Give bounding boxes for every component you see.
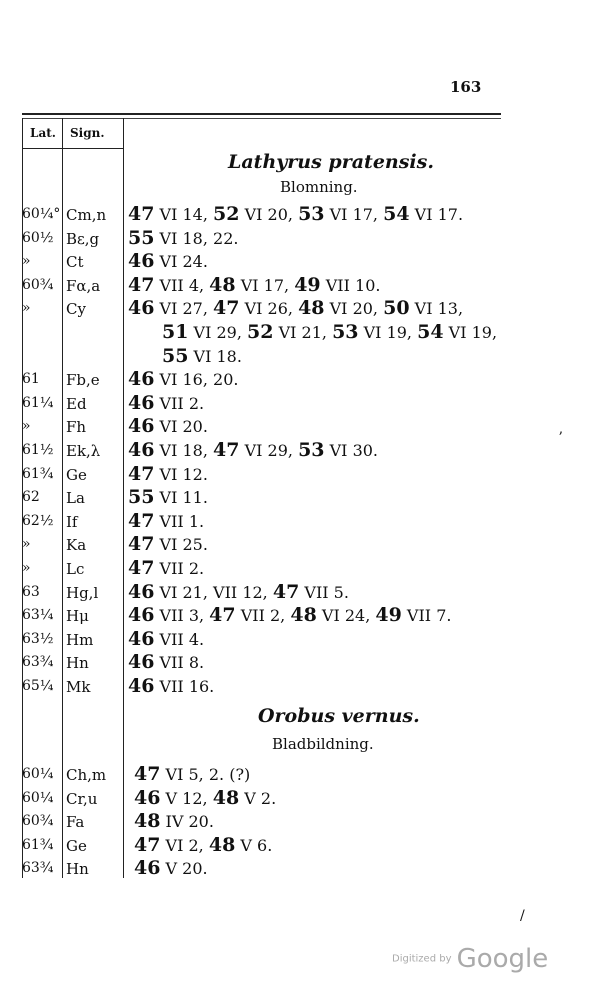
row-sign: Mk xyxy=(66,678,91,696)
year-number: 55 xyxy=(162,344,189,367)
google-watermark xyxy=(392,944,548,974)
row-sign: Ct xyxy=(66,253,84,272)
mark-slash: / xyxy=(520,908,525,924)
year-number: 53 xyxy=(298,439,325,461)
row-sign: Cy xyxy=(66,300,86,319)
year-number: 46 xyxy=(128,250,155,273)
row-latitude: 60¼ xyxy=(22,789,54,806)
row-latitude: 62½ xyxy=(22,512,54,529)
row-sign: Fb,e xyxy=(66,371,100,390)
row-entry: 47 VII 1. xyxy=(128,509,205,532)
year-number: 46 xyxy=(128,439,155,461)
column-header-sign: Sign. xyxy=(70,126,105,140)
row-entry: 48 IV 20. xyxy=(134,810,214,832)
year-number: 48 xyxy=(212,786,240,809)
page-number: 163 xyxy=(450,78,482,96)
row-sign: Hm xyxy=(66,630,94,649)
year-number: 47 xyxy=(128,533,155,556)
year-number: 55 xyxy=(128,226,155,249)
year-number: 47 xyxy=(128,557,155,579)
section2-title: Orobus vernus. xyxy=(258,705,420,727)
watermark-small: Digitized by xyxy=(392,953,452,965)
row-sign: Ch,m xyxy=(66,766,107,784)
year-number: 48 xyxy=(209,273,236,296)
year-number: 47 xyxy=(272,580,300,603)
row-sign: Cm,n xyxy=(66,206,107,224)
row-entry: 46 VI 21, VII 12, 47 VII 5. xyxy=(128,580,349,603)
row-entry: 46 VII 2. xyxy=(128,391,205,414)
year-number: 55 xyxy=(128,486,155,509)
year-number: 46 xyxy=(128,415,155,438)
year-number: 48 xyxy=(298,297,325,320)
year-number: 46 xyxy=(128,297,155,320)
top-rule-thin xyxy=(22,118,501,119)
row-sign: Ka xyxy=(66,536,87,555)
row-latitude: 60½ xyxy=(22,229,54,246)
year-number: 46 xyxy=(134,786,161,809)
year-number: 47 xyxy=(213,297,240,320)
row-entry: 46 VII 16. xyxy=(128,675,215,697)
year-number: 46 xyxy=(128,391,155,414)
row-latitude: 60¾ xyxy=(22,276,54,293)
year-number: 52 xyxy=(213,203,240,225)
row-latitude: » xyxy=(22,253,31,270)
row-latitude: 61 xyxy=(22,371,40,388)
year-number: 46 xyxy=(128,627,155,650)
row-sign: Bε,g xyxy=(66,229,100,248)
year-number: 47 xyxy=(128,203,155,225)
row-latitude: 60¼° xyxy=(22,206,61,222)
year-number: 54 xyxy=(383,203,410,225)
column-header-lat: Lat. xyxy=(30,126,56,140)
row-entry: 47 VI 12. xyxy=(128,462,208,485)
year-number: 49 xyxy=(294,273,321,296)
year-number: 46 xyxy=(128,604,155,627)
row-latitude: 62 xyxy=(22,489,40,506)
year-number: 52 xyxy=(247,321,274,343)
row-latitude: 63¾ xyxy=(22,860,54,876)
year-number: 47 xyxy=(209,604,236,627)
row-sign: Fα,a xyxy=(66,276,101,295)
year-number: 47 xyxy=(213,439,240,461)
year-number: 47 xyxy=(128,462,155,485)
row-sign: Lc xyxy=(66,560,85,578)
row-entry: 46 V 12, 48 V 2. xyxy=(134,786,277,809)
year-number: 46 xyxy=(128,580,155,603)
row-entry: 46 VI 16, 20. xyxy=(128,368,239,391)
row-latitude: 63¼ xyxy=(22,607,54,624)
row-entry: 55 VI 18. xyxy=(162,344,242,367)
row-latitude: 61¾ xyxy=(22,836,54,853)
year-number: 48 xyxy=(290,604,317,627)
row-latitude: 61¼ xyxy=(22,394,54,411)
row-sign: Hn xyxy=(66,860,89,878)
year-number: 53 xyxy=(298,203,325,225)
section2-subtitle: Bladbildning. xyxy=(272,735,374,753)
column-divider-lat xyxy=(62,118,63,878)
row-entry: 46 VI 18, 47 VI 29, 53 VI 30. xyxy=(128,439,379,461)
row-entry: 46 VII 8. xyxy=(128,651,205,674)
year-number: 47 xyxy=(134,763,161,785)
mark-tick: ʼ xyxy=(558,430,563,446)
row-sign: Ek,λ xyxy=(66,442,101,460)
row-latitude: 63¾ xyxy=(22,654,54,671)
row-latitude: 60¾ xyxy=(22,813,54,829)
section1-subtitle: Blomning. xyxy=(280,178,358,196)
row-sign: Ed xyxy=(66,394,87,413)
row-entry: 46 VII 3, 47 VII 2, 48 VI 24, 49 VII 7. xyxy=(128,604,452,627)
top-rule xyxy=(22,113,501,115)
row-entry: 55 VI 18, 22. xyxy=(128,226,239,249)
year-number: 46 xyxy=(128,651,155,674)
row-sign: Hg,l xyxy=(66,583,99,602)
row-entry: 46 VI 27, 47 VI 26, 48 VI 20, 50 VI 13, xyxy=(128,297,464,320)
row-entry: 51 VI 29, 52 VI 21, 53 VI 19, 54 VI 19, xyxy=(162,321,498,343)
year-number: 47 xyxy=(134,833,161,856)
year-number: 48 xyxy=(134,810,161,832)
row-latitude: 61½ xyxy=(22,442,54,458)
row-entry: 46 V 20. xyxy=(134,857,208,879)
row-latitude: 60¼ xyxy=(22,766,54,782)
row-entry: 46 VII 4. xyxy=(128,627,205,650)
row-latitude: » xyxy=(22,560,31,576)
row-entry: 47 VI 2, 48 V 6. xyxy=(134,833,273,856)
row-sign: Hn xyxy=(66,654,89,673)
row-latitude: 63 xyxy=(22,583,40,600)
row-sign: If xyxy=(66,512,78,531)
row-latitude: 65¼ xyxy=(22,678,54,694)
year-number: 54 xyxy=(417,321,444,343)
row-entry: 47 VI 25. xyxy=(128,533,208,556)
year-number: 53 xyxy=(332,321,359,343)
row-sign: Hμ xyxy=(66,607,89,626)
row-entry: 47 VII 4, 48 VI 17, 49 VII 10. xyxy=(128,273,381,296)
row-latitude: » xyxy=(22,418,31,435)
year-number: 48 xyxy=(208,833,236,856)
row-latitude: » xyxy=(22,300,31,317)
year-number: 50 xyxy=(383,297,410,320)
year-number: 47 xyxy=(128,273,155,296)
row-sign: Ge xyxy=(66,836,87,855)
row-latitude: 61¾ xyxy=(22,465,54,482)
year-number: 51 xyxy=(162,321,189,343)
row-sign: Fa xyxy=(66,813,85,831)
row-entry: 46 VI 24. xyxy=(128,250,208,273)
year-number: 47 xyxy=(128,509,155,532)
row-sign: Cr,u xyxy=(66,789,98,808)
row-entry: 47 VI 5, 2. (?) xyxy=(134,763,251,785)
year-number: 46 xyxy=(128,368,155,391)
header-underline xyxy=(22,148,123,149)
section1-title: Lathyrus pratensis. xyxy=(228,151,434,173)
row-entry: 47 VII 2. xyxy=(128,557,205,579)
year-number: 49 xyxy=(375,604,402,627)
row-sign: Fh xyxy=(66,418,87,437)
row-entry: 46 VI 20. xyxy=(128,415,208,438)
watermark-google: Google xyxy=(456,944,549,974)
row-latitude: 63½ xyxy=(22,630,54,647)
row-latitude: » xyxy=(22,536,31,553)
row-entry: 47 VI 14, 52 VI 20, 53 VI 17, 54 VI 17. xyxy=(128,203,464,225)
row-sign: La xyxy=(66,489,85,508)
year-number: 46 xyxy=(134,857,161,879)
row-sign: Ge xyxy=(66,465,87,484)
year-number: 46 xyxy=(128,675,155,697)
row-entry: 55 VI 11. xyxy=(128,486,208,509)
